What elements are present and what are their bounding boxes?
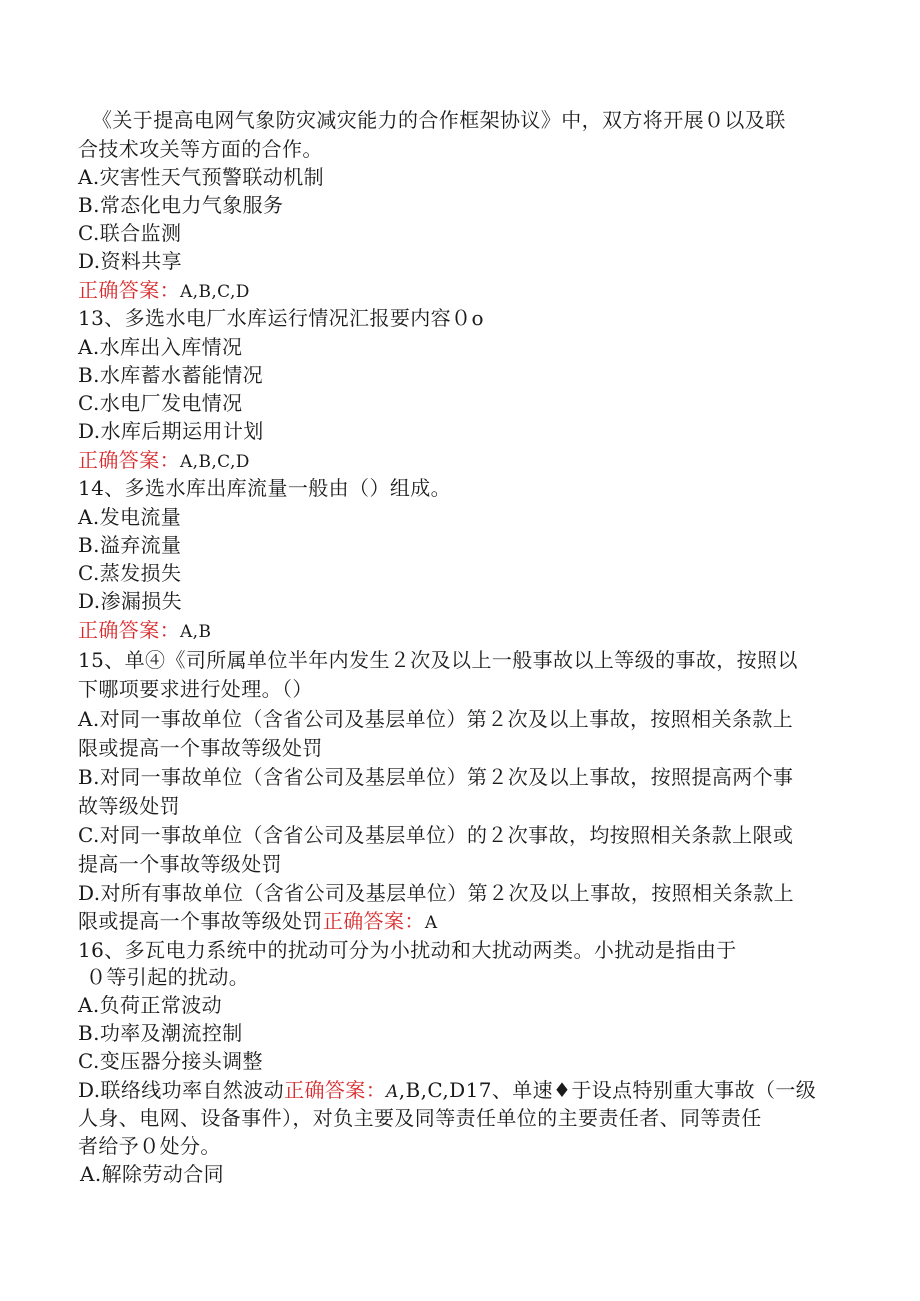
q16-option-b: B.功率及潮流控制 bbox=[78, 1021, 243, 1045]
q15-option-c-line1: C.对同一事故单位（含省公司及基层单位）的２次事故，均按照相关条款上限或 bbox=[78, 823, 794, 847]
answer-label: 正确答案： bbox=[78, 448, 180, 472]
q13-answer bbox=[78, 446, 250, 476]
q15-stem-line2: 下哪项要求进行处理。（） bbox=[78, 677, 313, 701]
q15-option-d-line2-with-answer bbox=[78, 907, 438, 937]
q16-option-a: A.负荷正常波动 bbox=[78, 993, 223, 1017]
q14-stem: 14、多选水库出库流量一般由（）组成。 bbox=[78, 476, 452, 500]
answer-label: 正确答案： bbox=[322, 909, 425, 933]
q15-stem-line1: 15、单④《司所属单位半年内发生２次及以上一般事故以上等级的事故，按照以 bbox=[78, 648, 798, 672]
q12-stem-line2: 合技术攻关等方面的合作。 bbox=[78, 137, 323, 161]
q17-stem-line3: 者给予０处分。 bbox=[78, 1134, 221, 1158]
answer-label: 正确答案： bbox=[78, 618, 180, 642]
answer-label: 正确答案： bbox=[284, 1078, 387, 1102]
answer-value: A bbox=[424, 913, 438, 933]
q12-option-a: A.灾害性天气预警联动机制 bbox=[78, 165, 325, 189]
q12-stem-line1: 《关于提高电网气象防灾减灾能力的合作框架协议》中，双方将开展０以及联 bbox=[92, 108, 786, 132]
answer-value-rest-and-q17-stem: ,B,C,D17、单速♦于设点特别重大事故（一级 bbox=[398, 1078, 817, 1102]
q15-option-c-line2: 提高一个事故等级处罚 bbox=[78, 852, 282, 876]
q16-stem-line1: 16、多瓦电力系统中的扰动可分为小扰动和大扰动两类。小扰动是指由于 bbox=[78, 938, 737, 962]
answer-label: 正确答案： bbox=[78, 278, 180, 302]
q13-option-a: A.水库出入库情况 bbox=[78, 335, 243, 359]
q12-option-b: B.常态化电力气象服务 bbox=[78, 193, 284, 217]
q15-option-d-line2: 限或提高一个事故等级处罚 bbox=[78, 909, 323, 933]
q16-option-d-with-answer bbox=[78, 1076, 816, 1106]
q12-answer bbox=[78, 276, 250, 306]
q13-stem: 13、多选水电厂水库运行情况汇报要内容０o bbox=[78, 306, 484, 330]
q14-option-c: C.蒸发损失 bbox=[78, 561, 182, 585]
q13-option-c: C.水电厂发电情况 bbox=[78, 391, 243, 415]
q14-option-a: A.发电流量 bbox=[78, 505, 182, 529]
answer-value: A,B,C,D bbox=[180, 452, 250, 472]
answer-value: A,B bbox=[180, 622, 212, 642]
q15-option-b-line2: 故等级处罚 bbox=[78, 794, 180, 818]
answer-value-italic: A bbox=[386, 1082, 399, 1102]
q13-option-b: B.水库蓄水蓄能情况 bbox=[78, 363, 264, 387]
q15-option-d-line1: D.对所有事故单位（含省公司及基层单位）第２次及以上事故，按照相关条款上 bbox=[78, 881, 795, 905]
q15-option-a-line2: 限或提高一个事故等级处罚 bbox=[78, 736, 323, 760]
q12-option-c: C.联合监测 bbox=[78, 221, 182, 245]
q15-option-b-line1: B.对同一事故单位（含省公司及基层单位）第２次及以上事故，按照提高两个事 bbox=[78, 765, 794, 789]
answer-value: A,B,C,D bbox=[180, 282, 250, 302]
q14-option-b: B.溢弃流量 bbox=[78, 533, 182, 557]
q17-stem-line2: 人身、电网、设备事件），对负主要及同等责任单位的主要责任者、同等责任 bbox=[78, 1106, 762, 1130]
q14-answer bbox=[78, 616, 211, 646]
q16-option-c: C.变压器分接头调整 bbox=[78, 1049, 263, 1073]
q15-option-a-line1: A.对同一事故单位（含省公司及基层单位）第２次及以上事故，按照相关条款上 bbox=[78, 707, 794, 731]
q14-option-d: D.渗漏损失 bbox=[78, 589, 183, 613]
q17-option-a: A.解除劳动合同 bbox=[80, 1162, 225, 1186]
q13-option-d: D.水库后期运用计划 bbox=[78, 419, 264, 443]
q12-option-d: D.资料共享 bbox=[78, 249, 183, 273]
q16-option-d: D.联络线功率自然波动 bbox=[78, 1078, 285, 1102]
q16-stem-line2: ０等引起的扰动。 bbox=[86, 965, 250, 989]
